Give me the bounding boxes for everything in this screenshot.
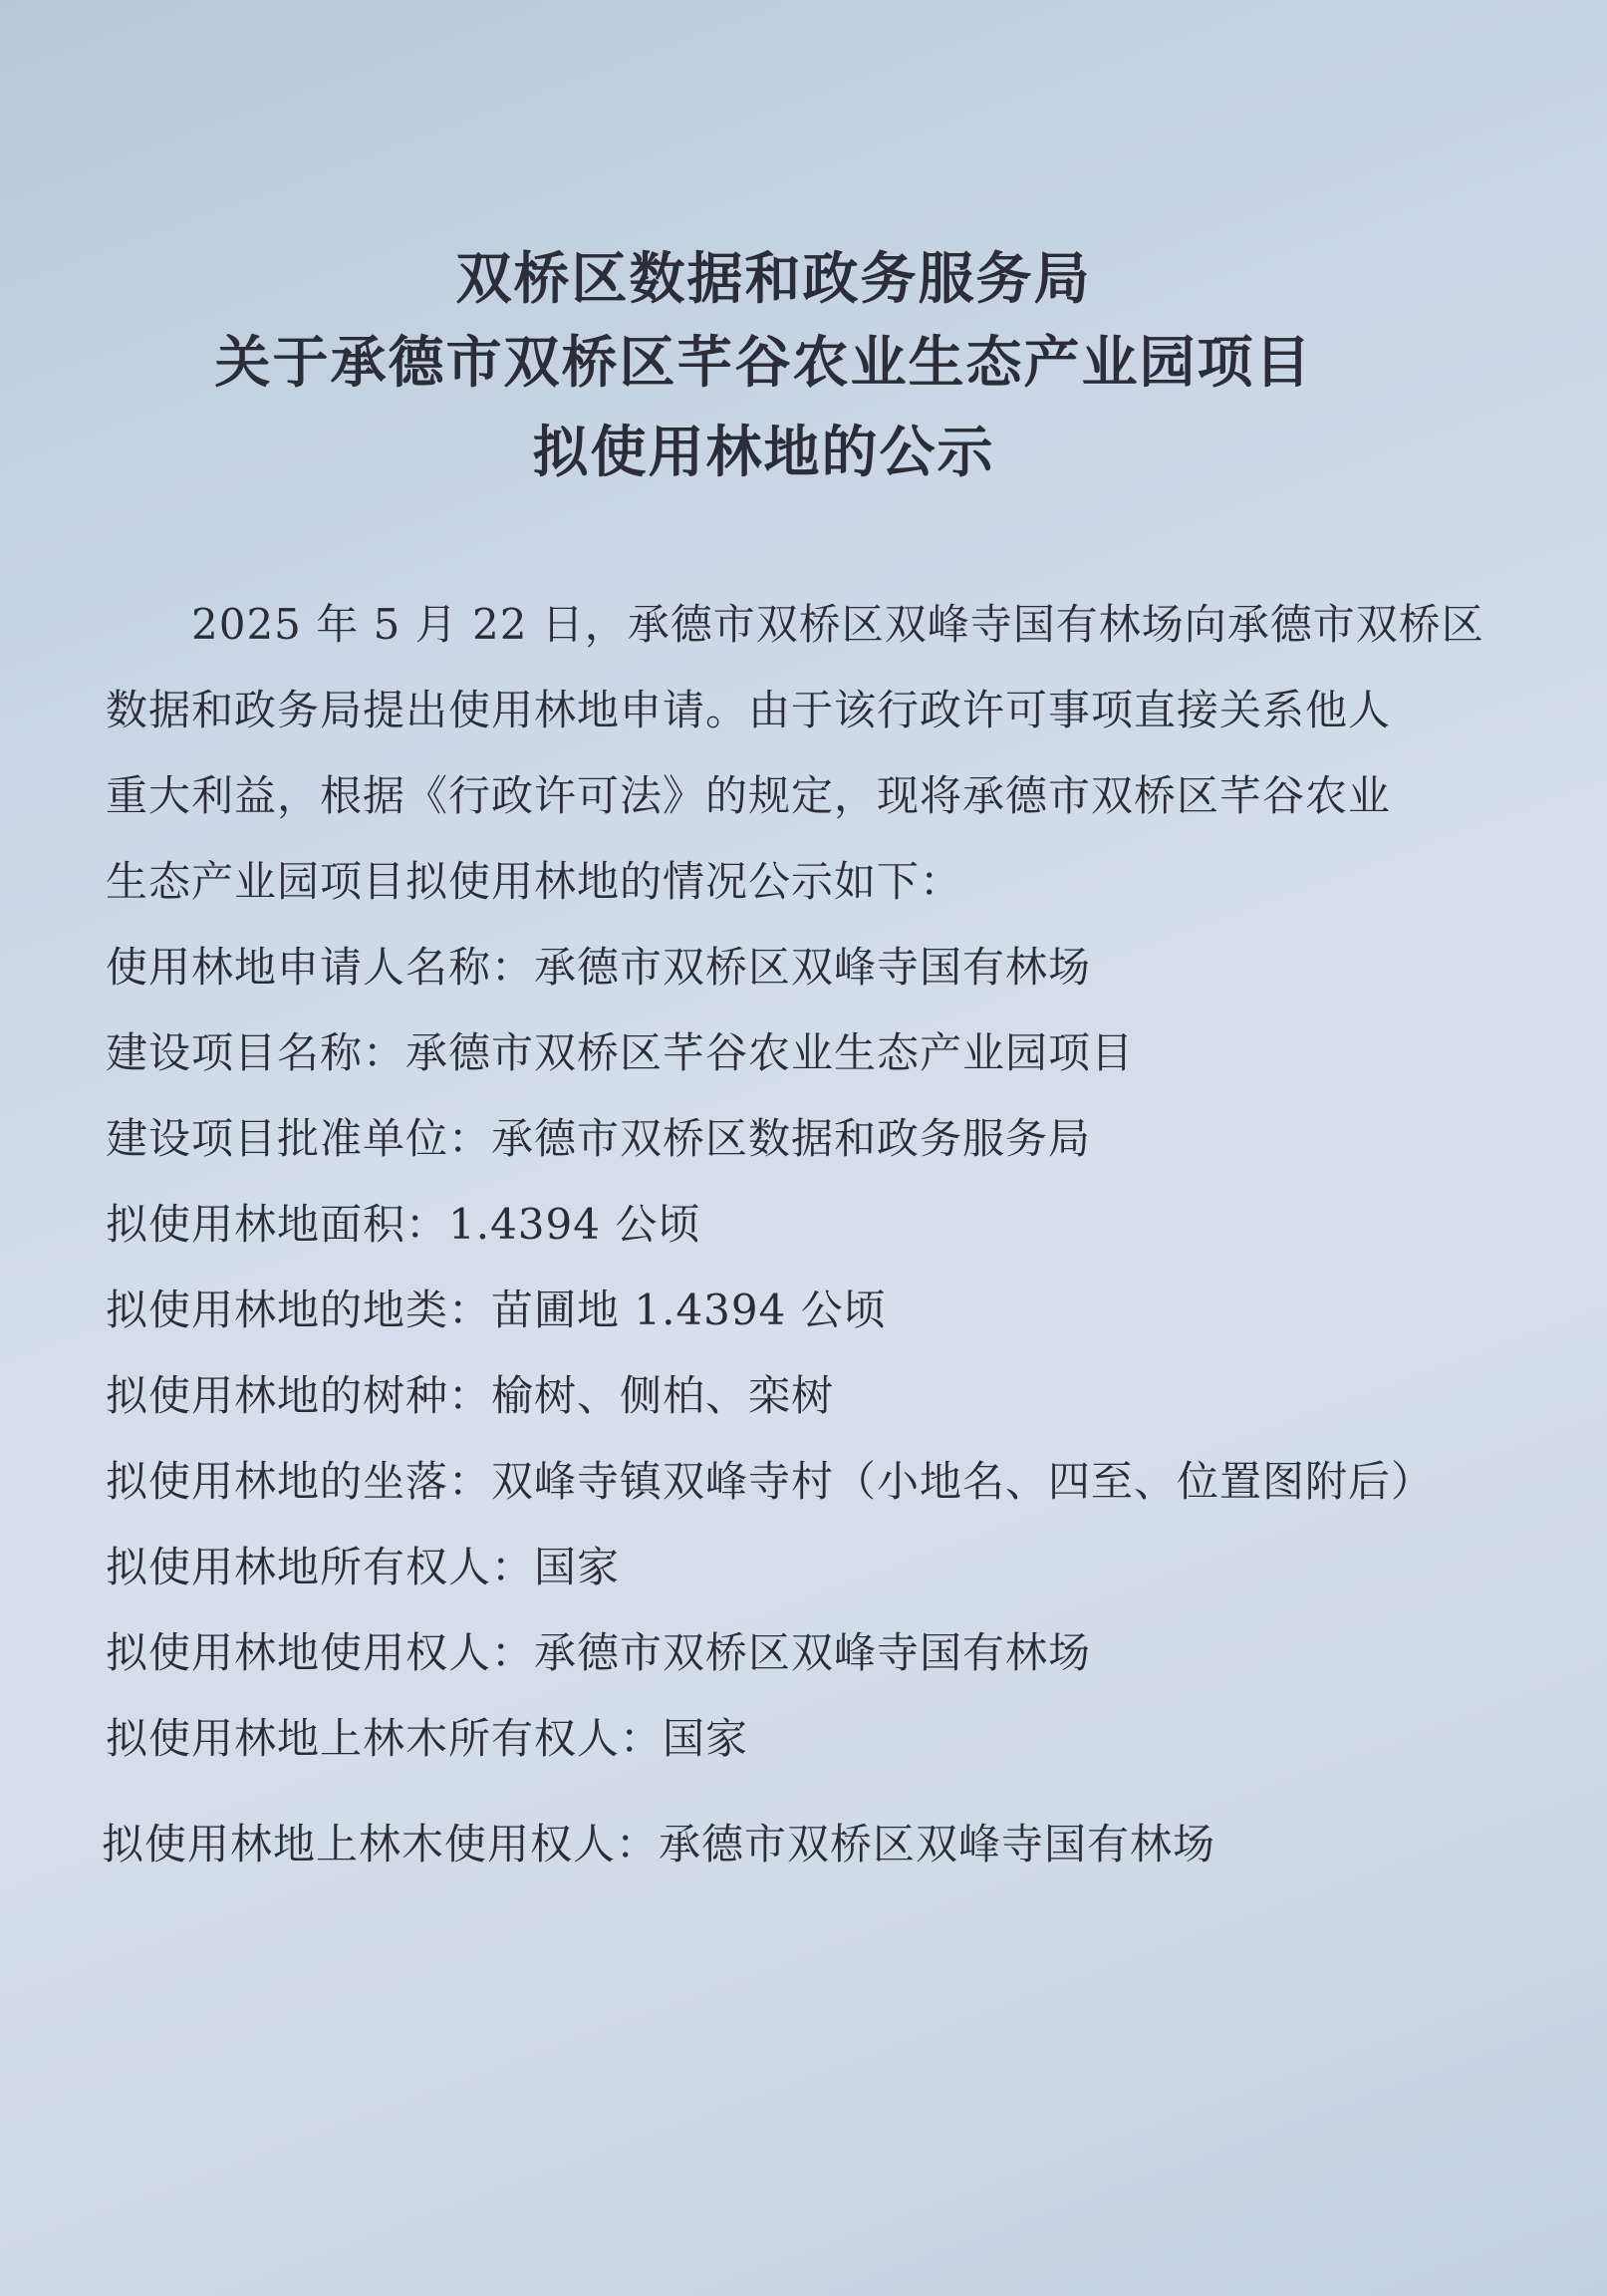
field-value: 国家 <box>534 1543 621 1591</box>
field-value: 承德市双桥区双峰寺国有林场 <box>659 1820 1216 1868</box>
field-label: 使用林地申请人名称： <box>106 943 535 992</box>
intro-line-1: 2025 年 5 月 22 日，承德市双桥区双峰寺国有林场向承德市双桥区 <box>191 600 1484 649</box>
field-tree-species <box>106 1363 834 1423</box>
field-land-owner <box>106 1535 620 1594</box>
field-land-type <box>106 1278 887 1337</box>
field-value: 承德市双桥区双峰寺国有林场 <box>534 1628 1092 1677</box>
title-line-3: 拟使用林地的公示 <box>532 421 995 485</box>
field-label: 拟使用林地的坐落： <box>106 1457 492 1506</box>
field-location <box>106 1449 1434 1509</box>
field-label: 拟使用林地使用权人： <box>106 1628 535 1677</box>
field-value: 承德市双桥区芊谷农业生态产业园项目 <box>405 1028 1135 1077</box>
title-line-2: 关于承德市双桥区芊谷农业生态产业园项目 <box>214 331 1313 396</box>
field-label: 拟使用林地上林木所有权人： <box>106 1714 664 1763</box>
field-label: 拟使用林地上林木使用权人： <box>102 1820 660 1868</box>
field-applicant <box>106 935 1091 995</box>
field-value: 1.4394 公顷 <box>448 1200 701 1249</box>
field-approval-unit <box>106 1106 1091 1166</box>
field-label: 拟使用林地的地类： <box>106 1286 492 1334</box>
field-value: 双峰寺镇双峰寺村（小地名、四至、位置图附后） <box>491 1457 1435 1506</box>
field-value: 承德市双桥区双峰寺国有林场 <box>534 943 1092 992</box>
field-label: 拟使用林地所有权人： <box>106 1543 535 1591</box>
field-value: 承德市双桥区数据和政务服务局 <box>491 1114 1092 1163</box>
field-tree-user <box>102 1812 1215 1871</box>
field-label: 建设项目批准单位： <box>106 1114 492 1163</box>
field-value: 国家 <box>663 1714 749 1763</box>
title-line-1: 双桥区数据和政务服务局 <box>455 247 1092 312</box>
field-area <box>106 1192 700 1252</box>
field-tree-owner <box>106 1706 748 1766</box>
field-land-user <box>106 1620 1091 1680</box>
field-value: 苗圃地 1.4394 公顷 <box>491 1286 887 1334</box>
intro-line-2: 数据和政务局提出使用林地申请。由于该行政许可事项直接关系他人 <box>106 686 1392 734</box>
field-value: 榆树、侧柏、栾树 <box>491 1371 835 1420</box>
intro-line-4: 生态产业园项目拟使用林地的情况公示如下： <box>106 857 963 906</box>
field-label: 建设项目名称： <box>106 1028 406 1077</box>
field-label: 拟使用林地面积： <box>106 1200 449 1249</box>
field-project-name <box>106 1020 1134 1080</box>
field-label: 拟使用林地的树种： <box>106 1371 492 1420</box>
intro-line-3: 重大利益，根据《行政许可法》的规定，现将承德市双桥区芊谷农业 <box>106 771 1392 820</box>
